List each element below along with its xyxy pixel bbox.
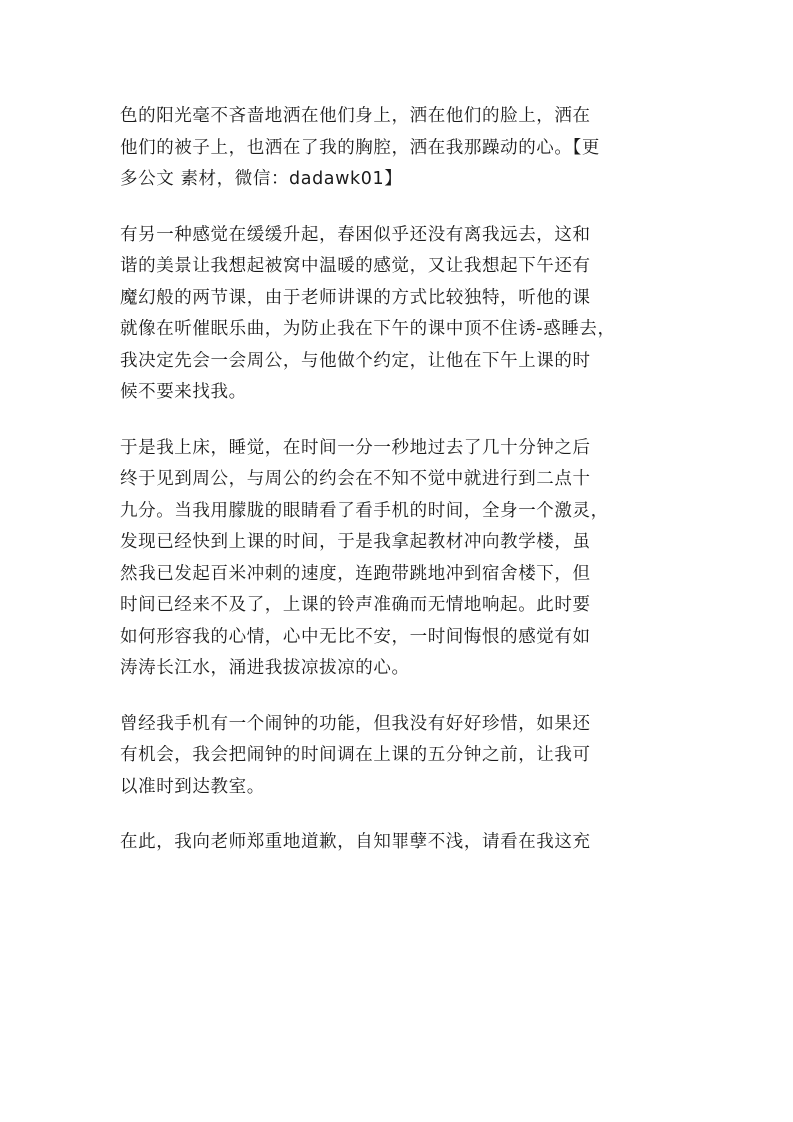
- text-line: 魔幻般的两节课，由于老师讲课的方式比较独特，听他的课: [120, 287, 591, 308]
- text-line: 涛涛长江水，涌进我拔凉拔凉的心。: [120, 658, 410, 678]
- paragraph-1: [120, 101, 676, 196]
- text-line: 就像在听催眠乐曲，为防止我在下午的课中顶不住诱-惑睡去，: [120, 319, 616, 339]
- text-line: 候不要来找我。: [120, 382, 247, 402]
- text-line: 谐的美景让我想起被窝中温暖的感觉，又让我想起下午还有: [120, 256, 591, 276]
- text-line: 曾经我手机有一个闹钟的功能，但我没有好好珍惜，如果还: [120, 713, 591, 734]
- text-line: 然我已发起百米冲刺的速度，连跑带跳地冲到宿舍楼下，但: [120, 563, 591, 584]
- text-line: 九分。当我用朦胧的眼睛看了看手机的时间，全身一个激灵，: [120, 500, 609, 521]
- text-line: 他们的被子上，也洒在了我的胸腔，洒在我那躁动的心。【更: [120, 137, 600, 158]
- paragraph-3: [120, 433, 676, 685]
- text-line: 时间已经来不及了，上课的铃声准确而无情地响起。此时要: [120, 595, 591, 615]
- text-line: 我决定先会一会周公，与他做个约定，让他在下午上课的时: [120, 350, 591, 371]
- text-line: 有机会，我会把闹钟的时间调在上课的五分钟之前，让我可: [120, 745, 591, 765]
- text-line: 以准时到达教室。: [120, 776, 265, 797]
- text-line: 如何形容我的心情，心中无比不安，一时间悔恨的感觉有如: [120, 626, 591, 647]
- text-line: 发现已经快到上课的时间，于是我拿起教材冲向教学楼，虽: [120, 532, 591, 552]
- text-line: 色的阳光毫不吝啬地洒在他们身上，洒在他们的脸上，洒在: [120, 106, 591, 126]
- text-line: 在此，我向老师郑重地道歉，自知罪孽不浅，请看在我这充: [120, 832, 591, 852]
- paragraph-4: [120, 709, 676, 804]
- text-line: 有另一种感觉在缓缓升起，春困似乎还没有离我远去，这和: [120, 224, 591, 245]
- text-line: 于是我上床，睡觉，在时间一分一秒地过去了几十分钟之后: [120, 437, 591, 458]
- paragraph-2: [120, 220, 676, 409]
- text-line: 多公文 素材，微信：dadawk01】: [120, 169, 403, 189]
- paragraph-5: [120, 827, 676, 859]
- text-line: 终于见到周公，与周公的约会在不知不觉中就进行到二点十: [120, 469, 591, 489]
- document-body: [120, 101, 676, 883]
